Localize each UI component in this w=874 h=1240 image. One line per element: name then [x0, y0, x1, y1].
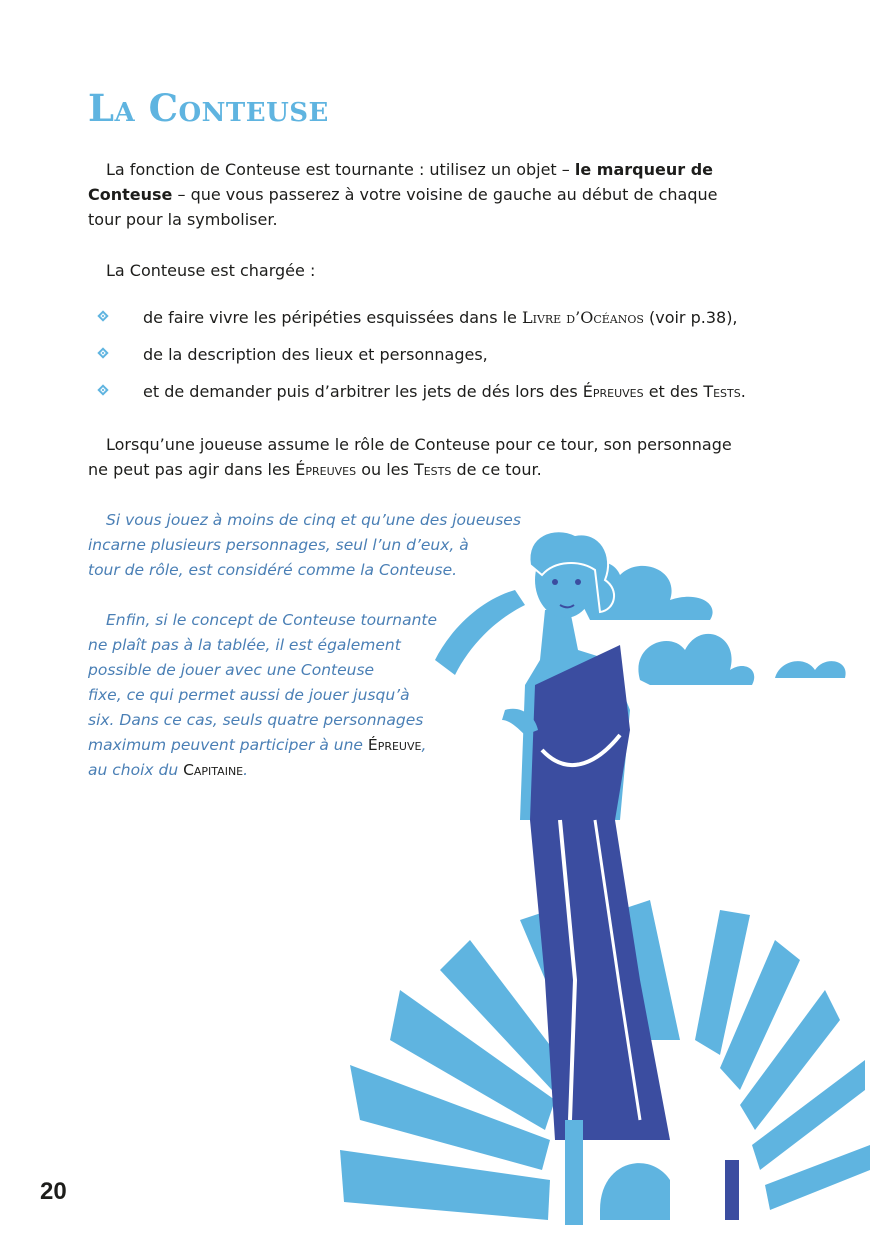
aside-note-2: Enfin, si le concept de Conteuse tournante ne plaît pas à la tablée, il est également possible de jouer avec une Conteuse fixe, ce qui permet aussi de jouer jusqu’à six. Dans ce cas, seuls quatre personnages maximum peuvent participer à une Épreuve, au choix du Capitaine.: [88, 611, 438, 779]
diamond-bullet-icon: [97, 347, 108, 358]
aside-note-1: Si vous jouez à moins de cinq et qu’une des joueuses incarne plusieurs personnages, seul l’un d’eux, à tour de rôle, est considéré comme la Conteuse.: [88, 511, 521, 579]
page-title: La Conteuse: [88, 86, 329, 130]
intro-paragraph: La fonction de Conteuse est tournante : utilisez un objet – le marqueur de Conteuse – que vous passerez à votre voisine de gauche au début de chaque tour pour la symboliser.: [88, 160, 718, 229]
marker-term: le marqueur de Conteuse: [88, 160, 713, 204]
list-item: de la description des lieux et personnages,: [88, 342, 788, 379]
list-item: de faire vivre les péripéties esquissées dans le Livre d’Océanos (voir p.38),: [88, 305, 788, 342]
diamond-bullet-icon: [97, 384, 108, 395]
charged-heading: La Conteuse est chargée :: [106, 261, 316, 280]
list-item: et de demander puis d’arbitrer les jets de dés lors des Épreuves et des Tests.: [88, 379, 788, 416]
diamond-bullet-icon: [97, 310, 108, 321]
duty-list: [88, 305, 788, 416]
turn-paragraph: Lorsqu’une joueuse assume le rôle de Conteuse pour ce tour, son personnage ne peut pas agir dans les Épreuves ou les Tests de ce tour.: [88, 435, 732, 479]
page-number: 20: [40, 1178, 67, 1205]
book-reference: Livre d’Océanos: [521, 308, 644, 327]
